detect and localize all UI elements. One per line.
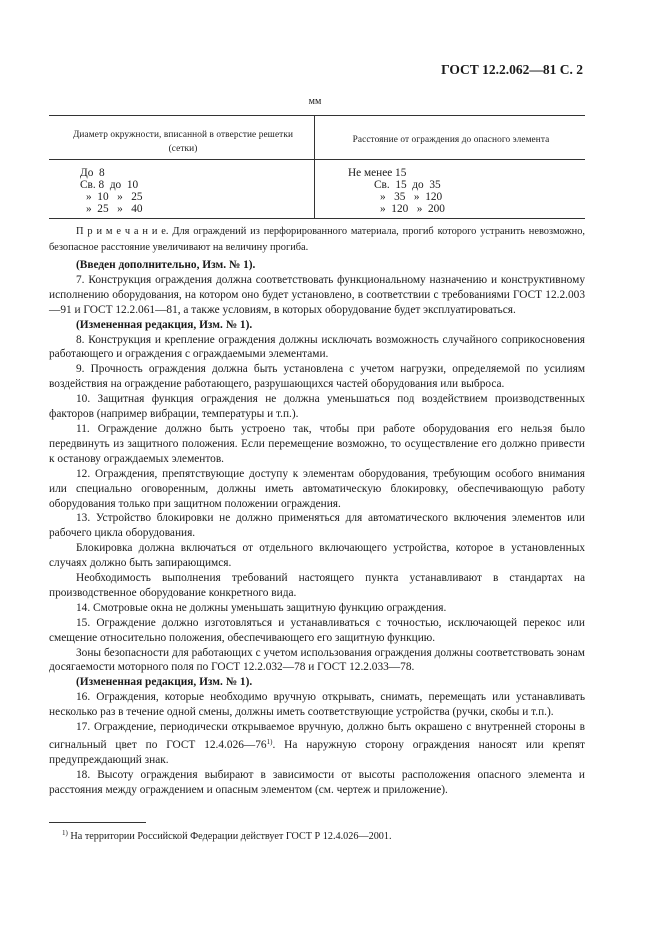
paragraph-15: 15. Ограждение должно изготовляться и устанавливаться с точностью, исключающей перекос или смещение относительно положения, обеспечивающего его защитную функцию. [49, 616, 585, 644]
paragraph-18: 18. Высоту ограждения выбирают в зависимости от высоты расположения опасного элемента и расстояния между ограждением и опасным элементом (см. чертеж и приложение). [49, 768, 585, 796]
table-header-diameter: Диаметр окружности, вписанной в отверстие решетки (сетки) [72, 130, 294, 154]
table-cell-diameter-row-3: » 10 » 25 [86, 191, 143, 203]
paragraph-13-blocking: Блокировка должна включаться от отдельного включающего устройства, которое в установленных случаях должно быть запирающимся. [49, 542, 585, 570]
table-unit: мм [308, 96, 322, 107]
page-header: ГОСТ 12.2.062—81 С. 2 [441, 62, 583, 77]
table-cell-distance-row-3: » 35 » 120 [380, 191, 443, 203]
table-bottom-rule [49, 218, 585, 219]
paragraph-17 [49, 720, 585, 768]
table-header-distance: Расстояние от ограждения до опасного элемента [352, 135, 550, 145]
paragraph-14: 14. Смотровые окна не должны уменьшать защитную функцию ограждения. [76, 601, 447, 614]
paragraph-12: 12. Ограждения, препятствующие доступу к элементам оборудования, требующим особого внимания или специально оговоренным, должны иметь автоматическую блокировку, обеспечивающую работу оборудования только при защитном положении ограждения. [49, 467, 585, 510]
footnote [62, 826, 582, 844]
paragraph-11: 11. Ограждение должно быть устроено так, чтобы при работе оборудования его нельзя было передвинуть из защитного положения. Если перемещение возможно, то осуществление его должно привести к останову ограждаемых элементов. [49, 422, 585, 465]
table-cell-diameter-row-4: » 25 » 40 [86, 203, 143, 215]
paragraph-7: 7. Конструкция ограждения должна соответствовать функциональному назначению и конструктивному исполнению оборудования, на котором оно будет установлено, в соответствии с требованиями ГОСТ 12.2.003—91 и ГОСТ 12.2.061—81, а также условиям, в которых оборудование будет эксплуатироваться. [49, 273, 585, 316]
paragraph-10: 10. Защитная функция ограждения не должна уменьшаться под воздействием производственных факторов (например вибрации, температуры и т.п.). [49, 393, 585, 421]
footnote-rule [49, 822, 146, 823]
paragraph-16: 16. Ограждения, которые необходимо вручную открывать, снимать, перемещать или устанавливать несколько раз в течение одной смены, должны иметь соответствующие устройства (ручки, скобы и т.п.). [49, 691, 585, 719]
footnote-mark: 1) [62, 829, 68, 837]
paragraph-15-zones: Зоны безопасности для работающих с учетом использования ограждения должны соответствовать зонам досягаемости моторного поля по ГОСТ 12.2.032—78 и ГОСТ 12.2.033—78. [49, 646, 585, 674]
paragraph-13-necessity: Необходимость выполнения требований настоящего пункта устанавливают в стандартах на производственное оборудование конкретного вида. [49, 572, 585, 599]
table-header-rule [49, 159, 585, 160]
table-cell-diameter-row-2: Св. 8 до 10 [80, 179, 139, 191]
paragraph-17-text-end: . На наружную сторону ограждения наносят или крепят предупреждающий знак. [49, 739, 585, 766]
amendment-note: (Введен дополнительно, Изм. № 1). [76, 259, 256, 271]
table-note: П р и м е ч а н и е. Для ограждений из перфорированного материала, прогиб которого устранить невозможно, безопасное расстояние увеличивают на величину прогиба. [49, 226, 585, 253]
paragraph-8: 8. Конструкция и крепление ограждения должны исключать возможность случайного соприкосновения работающего и ограждения с ограждаемыми элементами. [49, 333, 585, 361]
footnote-text: На территории Российской Федерации действует ГОСТ Р 12.4.026—2001. [67, 831, 392, 842]
paragraph-13: 13. Устройство блокировки не должно применяться для автоматического включения элементов или рабочего цикла оборудования. [49, 512, 585, 540]
document-body [49, 258, 585, 798]
paragraph-9: 9. Прочность ограждения должна быть установлена с учетом нагрузки, определяемой по усилиям воздействия на ограждение работающего, разрушающихся частей оборудования или выброса. [49, 363, 585, 391]
table-cell-distance-row-2: Св. 15 до 35 [374, 179, 441, 191]
footnote-reference: 1) [266, 738, 273, 746]
amendment-note: (Измененная редакция, Изм. № 1). [76, 676, 253, 689]
table-cell-distance-row-1: Не менее 15 [348, 167, 407, 179]
table-cell-distance-row-4: » 120 » 200 [380, 203, 445, 215]
table-column-divider [314, 115, 315, 218]
table-cell-diameter-row-1: До 8 [80, 167, 105, 179]
paragraph-17-text: 17. Ограждение, периодически открываемое вручную, должно быть окрашено с внутренней стороны в сигнальный цвет по ГОСТ 12.4.026—76 [49, 721, 585, 751]
table-top-rule [49, 115, 585, 116]
amendment-note: (Измененная редакция, Изм. № 1). [76, 318, 253, 331]
